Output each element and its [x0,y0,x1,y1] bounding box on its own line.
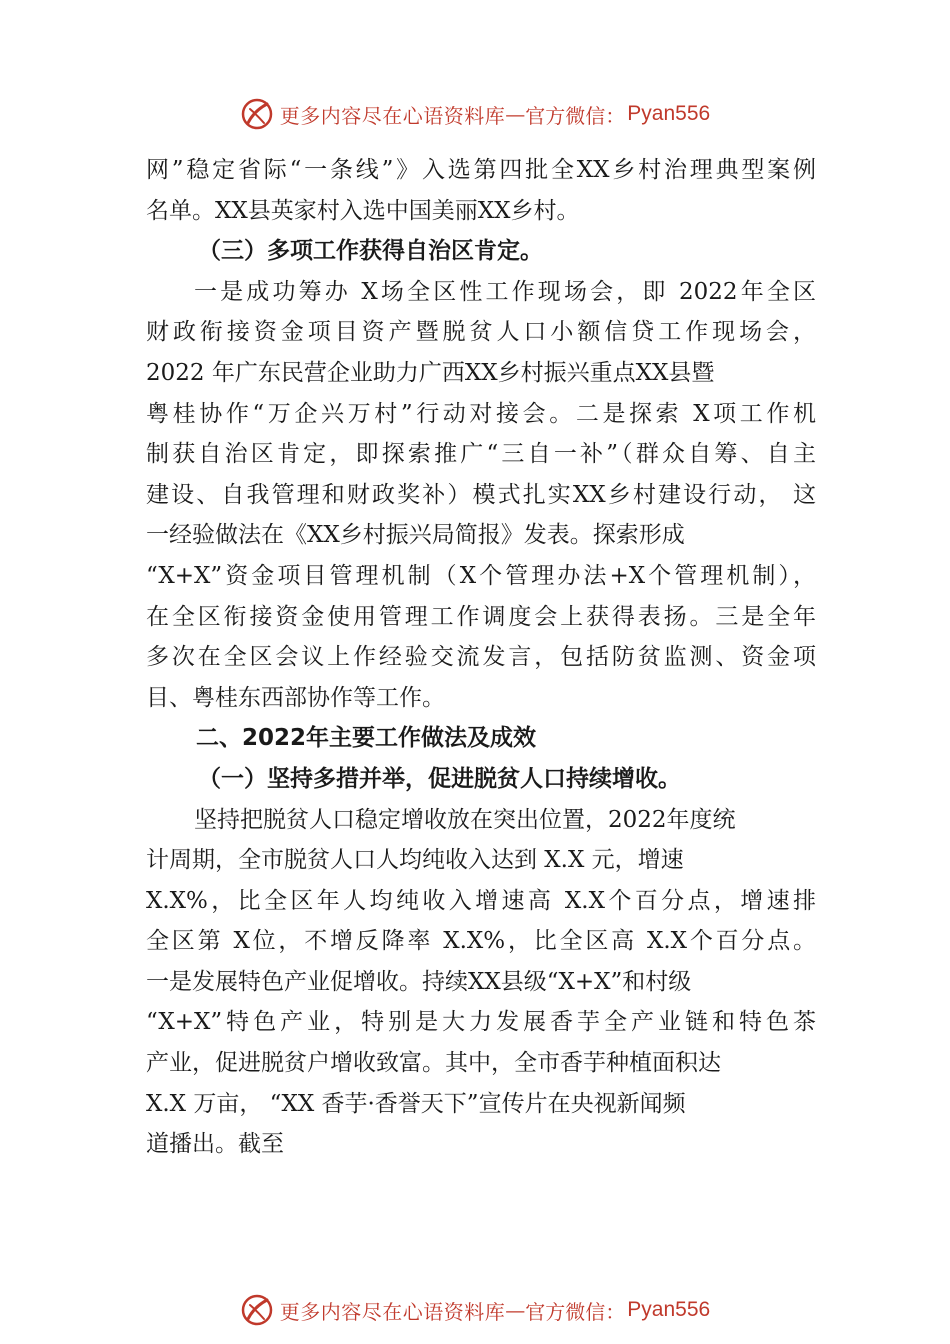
subsection-heading: （三）多项工作获得自治区肯定。 [198,237,543,265]
banner-text: 更多内容尽在心语资料库 [279,103,506,128]
text-line: 道播出。截至 [146,1131,284,1158]
banner-account: Pyan556 [627,1298,711,1321]
document-body [146,150,816,1165]
banner-text: 更多内容尽在心语资料库 [279,1299,506,1324]
header-banner [0,94,950,134]
text-line: 建设、自我管理和财政奖补）模式扎实XX乡村建设行动， 这 [146,481,816,508]
text-line: 名单。XX县英家村入选中国美丽XX乡村。 [146,197,580,224]
text-line: 计周期，全市脱贫人口人均纯收入达到 X.X 元，增速 [146,847,684,874]
text-line: 网”稳定省际“一条线”》入选第四批全XX乡村治理典型案例 [146,157,816,183]
text-line: 一是发展特色产业促增收。持续XX县级“X+X”和村级 [146,968,692,995]
text-line: 2022 年广东民营企业助力广西XX乡村振兴重点XX县暨 [146,359,715,386]
text-line: 一是成功筹办 X场全区性工作现场会，即 2022年全区 [194,278,816,305]
text-line: 在全区衔接资金使用管理工作调度会上获得表扬。三是全年 [146,603,816,630]
text-line: 多次在全区会议上作经验交流发言，包括防贫监测、资金项 [146,644,816,671]
text-line: “X+X”特色产业，特别是大力发展香芋全产业链和特色茶 [146,1009,816,1036]
section-heading: 二、2022年主要工作做法及成效 [196,725,537,752]
text-line: X.X 万亩， “XX 香芋·香誉天下”宣传片在央视新闻频 [146,1090,686,1117]
text-line: 粤桂协作“万企兴万村”行动对接会。二是探索 X项工作机 [146,400,816,427]
text-line: “X+X”资金项目管理机制（X个管理办法+X个管理机制）， [146,562,816,589]
text-line: 一经验做法在《XX乡村振兴局简报》发表。探索形成 [146,522,685,549]
text-line: 目、粤桂东西部协作等工作。 [146,684,445,711]
subsection-heading: （一）坚持多措并举，促进脱贫人口持续增收。 [198,764,681,792]
text-line: 财政衔接资金项目资产暨脱贫人口小额信贷工作现场会， [146,319,816,346]
text-line: 全区第 X位，不增反降率 X.X%，比全区高 X.X个百分点。 [146,928,816,955]
brush-logo-icon [240,1293,274,1327]
banner-account: Pyan556 [627,102,711,125]
banner-label: 官方微信： [525,1299,626,1324]
text-line: 制获自治区肯定，即探索推广“三自一补”（群众自筹、自主 [146,441,816,468]
banner-dash: — [505,1298,526,1322]
text-line: X.X%，比全区年人均纯收入增速高 X.X个百分点，增速排 [146,887,816,914]
banner-label: 官方微信： [525,103,626,128]
footer-banner [0,1290,950,1330]
banner-dash: — [505,102,526,126]
brush-logo-icon [240,97,274,131]
text-line: 产业，促进脱贫户增收致富。其中，全市香芋种植面积达 [146,1050,721,1077]
text-line: 坚持把脱贫人口稳定增收放在突出位置，2022年度统 [194,806,736,833]
